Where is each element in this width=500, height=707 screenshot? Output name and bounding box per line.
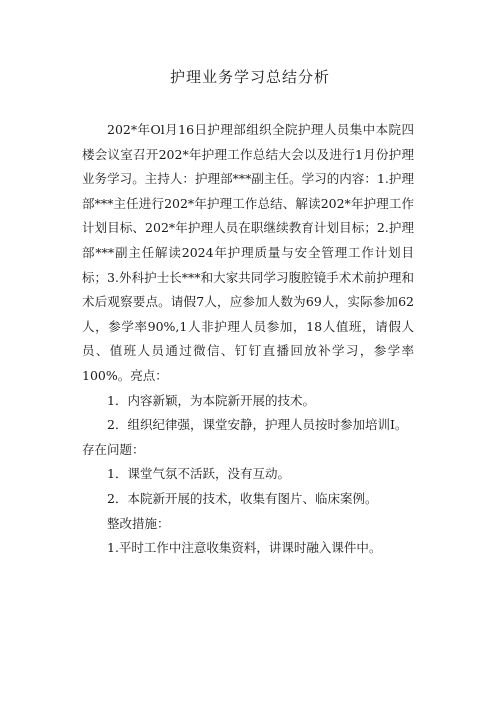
paragraph-improvement-1: 1.平时工作中注意收集资料，讲课时融入课件中。: [107, 540, 382, 556]
document-body: [82, 118, 414, 561]
paragraph-problem-2: 2．本院新开展的技术，收集有图片、临床案例。: [107, 490, 378, 506]
paragraph-summary: 202*年Ol月16日护理部组织全院护理人员集中本院四楼会议室召开202*年护理工作总结大会以及进行1月份护理业务学习。主持人：护理部***副主任。学习的内容：1.护理部***主任进行202*年护理工作总结、解读202*年护理工作计划目标、202*年护理人员在职继续教育计划目标；2.护理部***副主任解读2024年护理质量与安全管理工作计划目标；3.外科护士长***和大家共同学习腹腔镜手术术前护理和术后观察要点。请假7人，应参加人数为69人，实际参加62人，参学率90%,1人非护理人员参加，18人值班，请假人员、值班人员通过微信、钉钉直播回放补学习，参学率100%。亮点：: [82, 122, 414, 383]
heading-problems: 存在问题：: [82, 441, 145, 457]
heading-improvements: 整改措施：: [107, 515, 170, 531]
paragraph-highlight-2: 2．组织纪律强，课堂安静，护理人员按时参加培训I。: [107, 417, 408, 433]
paragraph-problem-1: 1．课堂气氛不活跃，没有互动。: [107, 466, 290, 482]
paragraph-highlight-1: 1．内容新颖，为本院新开展的技术。: [107, 392, 315, 408]
document-title: 护理业务学习总结分析: [169, 68, 330, 86]
